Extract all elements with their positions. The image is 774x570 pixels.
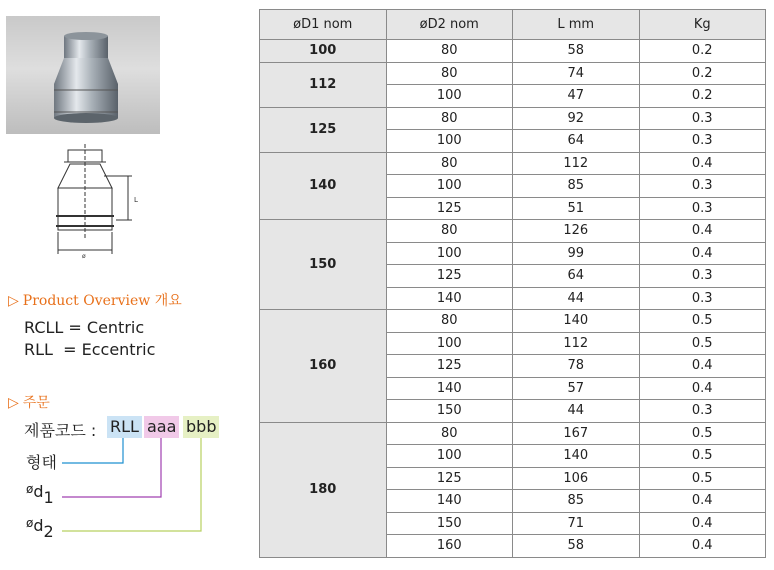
cell-l: 51	[513, 197, 640, 220]
code-rll: RLL	[107, 416, 142, 438]
cell-kg: 0.4	[639, 355, 766, 378]
cell-l: 140	[513, 310, 640, 333]
cell-l: 112	[513, 332, 640, 355]
diameter-symbol: ø	[26, 516, 34, 530]
cell-l: 58	[513, 535, 640, 558]
cell-d2: 100	[386, 85, 513, 108]
table-body	[260, 40, 766, 558]
label-d2-sub: 2	[43, 522, 54, 541]
cell-l: 167	[513, 422, 640, 445]
cell-d2: 125	[386, 265, 513, 288]
cell-d2: 125	[386, 355, 513, 378]
cell-kg: 0.5	[639, 332, 766, 355]
label-d1-sub: 1	[43, 488, 54, 507]
table-row	[260, 107, 766, 130]
cell-d2: 150	[386, 400, 513, 423]
cell-kg: 0.3	[639, 265, 766, 288]
cell-d1: 140	[260, 152, 387, 220]
cell-l: 112	[513, 152, 640, 175]
cell-d2: 80	[386, 422, 513, 445]
table-header-row	[260, 10, 766, 40]
label-d2-letter: d	[33, 516, 44, 535]
cell-l: 47	[513, 85, 640, 108]
cell-kg: 0.2	[639, 40, 766, 63]
table-row	[260, 220, 766, 243]
cell-d2: 80	[386, 310, 513, 333]
cell-kg: 0.4	[639, 490, 766, 513]
cell-d2: 100	[386, 130, 513, 153]
cell-l: 64	[513, 265, 640, 288]
cell-kg: 0.3	[639, 130, 766, 153]
cell-l: 64	[513, 130, 640, 153]
cell-d1: 150	[260, 220, 387, 310]
code-aaa: aaa	[144, 416, 179, 438]
cell-d2: 160	[386, 535, 513, 558]
table-row	[260, 62, 766, 85]
cell-d2: 100	[386, 332, 513, 355]
header-d2: øD2 nom	[386, 10, 513, 40]
spec-table	[259, 9, 766, 558]
label-d1-letter: d	[33, 482, 44, 501]
cell-kg: 0.4	[639, 220, 766, 243]
cell-d2: 80	[386, 220, 513, 243]
header-l: L mm	[513, 10, 640, 40]
cell-l: 140	[513, 445, 640, 468]
cell-l: 58	[513, 40, 640, 63]
table-row	[260, 422, 766, 445]
cell-kg: 0.4	[639, 512, 766, 535]
cell-d2: 80	[386, 62, 513, 85]
cell-l: 126	[513, 220, 640, 243]
cell-l: 71	[513, 512, 640, 535]
cell-d1: 125	[260, 107, 387, 152]
table-row	[260, 152, 766, 175]
cell-kg: 0.3	[639, 175, 766, 198]
header-d1: øD1 nom	[260, 10, 387, 40]
cell-l: 74	[513, 62, 640, 85]
left-panel	[0, 0, 260, 570]
cell-kg: 0.5	[639, 467, 766, 490]
cell-l: 85	[513, 490, 640, 513]
cell-d1: 160	[260, 310, 387, 423]
cell-d2: 80	[386, 40, 513, 63]
overview-line-eccentric: RLL = Eccentric	[24, 340, 156, 359]
dim-d-label: ø	[82, 253, 86, 260]
cell-l: 99	[513, 242, 640, 265]
cell-d2: 150	[386, 512, 513, 535]
cell-l: 57	[513, 377, 640, 400]
cell-kg: 0.3	[639, 107, 766, 130]
dim-l-label: L	[134, 196, 138, 204]
cell-l: 85	[513, 175, 640, 198]
cell-l: 44	[513, 400, 640, 423]
cell-l: 106	[513, 467, 640, 490]
cell-d2: 100	[386, 175, 513, 198]
cell-kg: 0.2	[639, 85, 766, 108]
cell-kg: 0.3	[639, 287, 766, 310]
overview-line-centric: RCLL = Centric	[24, 318, 145, 337]
cell-kg: 0.2	[639, 62, 766, 85]
cell-d2: 140	[386, 490, 513, 513]
header-kg: Kg	[639, 10, 766, 40]
order-heading-text: 주문	[22, 395, 50, 411]
label-d1	[26, 482, 54, 507]
cell-d2: 80	[386, 107, 513, 130]
cell-kg: 0.4	[639, 152, 766, 175]
cell-d1: 100	[260, 40, 387, 63]
cell-kg: 0.3	[639, 197, 766, 220]
cell-kg: 0.4	[639, 242, 766, 265]
cell-d1: 180	[260, 422, 387, 557]
label-shape: 형태	[26, 453, 57, 472]
cell-kg: 0.4	[639, 377, 766, 400]
cell-l: 44	[513, 287, 640, 310]
cell-kg: 0.5	[639, 310, 766, 333]
cell-d1: 112	[260, 62, 387, 107]
cell-kg: 0.4	[639, 535, 766, 558]
cell-d2: 140	[386, 377, 513, 400]
cell-d2: 80	[386, 152, 513, 175]
cell-l: 78	[513, 355, 640, 378]
code-label: 제품코드 :	[24, 421, 97, 440]
overview-heading-text: Product Overview 개요	[22, 293, 182, 309]
cell-d2: 125	[386, 197, 513, 220]
table-row	[260, 310, 766, 333]
cell-l: 92	[513, 107, 640, 130]
cell-d2: 140	[386, 287, 513, 310]
table-row	[260, 40, 766, 63]
cell-d2: 100	[386, 445, 513, 468]
diameter-symbol: ø	[26, 482, 34, 496]
cell-kg: 0.5	[639, 445, 766, 468]
triangle-icon: ▷	[8, 395, 19, 411]
cell-d2: 125	[386, 467, 513, 490]
cell-d2: 100	[386, 242, 513, 265]
code-bbb: bbb	[183, 416, 219, 438]
triangle-icon: ▷	[8, 293, 19, 309]
cell-kg: 0.3	[639, 400, 766, 423]
label-d2	[26, 516, 54, 541]
cell-kg: 0.5	[639, 422, 766, 445]
